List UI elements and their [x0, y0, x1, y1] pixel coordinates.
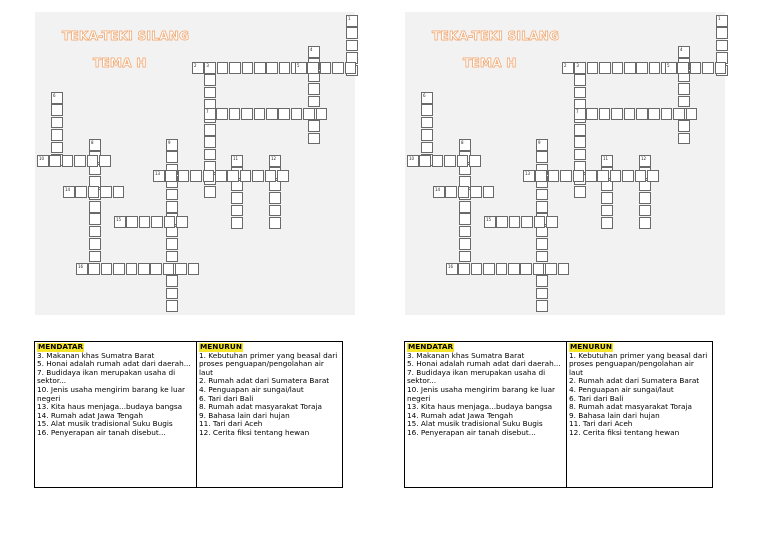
grid-cell[interactable] — [560, 170, 572, 182]
clue-number: 13 — [525, 171, 531, 176]
grid-cell[interactable] — [445, 186, 457, 198]
clue-number: 15 — [116, 217, 122, 222]
grid-cell[interactable] — [269, 192, 281, 204]
grid-cell[interactable] — [231, 205, 243, 217]
clue-number: 2 — [194, 63, 197, 68]
grid-cell[interactable] — [536, 288, 548, 300]
grid-cell[interactable] — [345, 62, 357, 74]
grid-cell[interactable] — [62, 155, 74, 167]
grid-cell[interactable] — [153, 170, 165, 182]
grid-cell[interactable] — [716, 40, 728, 52]
grid-cell[interactable] — [164, 216, 176, 228]
grid-cell[interactable] — [611, 108, 623, 120]
grid-cell[interactable] — [204, 124, 216, 136]
grid-cell[interactable] — [661, 108, 673, 120]
grid-cell[interactable] — [678, 133, 690, 145]
grid-cell[interactable] — [51, 117, 63, 129]
clue-item: 2. Rumah adat dari Sumatera Barat — [569, 376, 700, 386]
clue-item: 13. Kita haus menjaga...budaya bangsa — [407, 402, 553, 412]
clue-number: 10 — [409, 156, 415, 161]
grid-cell[interactable] — [242, 62, 254, 74]
grid-cell[interactable] — [421, 129, 433, 141]
worksheet-title: TEKA-TEKI SILANG — [432, 29, 560, 43]
grid-cell[interactable] — [574, 136, 586, 148]
grid-cell[interactable] — [163, 263, 175, 275]
grid-cell[interactable] — [433, 186, 445, 198]
grid-cell[interactable] — [716, 15, 728, 27]
grid-cell[interactable] — [536, 238, 548, 250]
clue-item: 16. Penyerapan air tanah disebut... — [37, 427, 166, 437]
grid-cell[interactable] — [470, 186, 482, 198]
grid-cell[interactable] — [536, 151, 548, 163]
grid-cell[interactable] — [573, 170, 585, 182]
clue-number: 13 — [155, 171, 161, 176]
grid-cell[interactable] — [648, 108, 660, 120]
grid-cell[interactable] — [204, 87, 216, 99]
clue-item: 6. Tari dari Bali — [569, 393, 624, 403]
grid-cell[interactable] — [99, 155, 111, 167]
grid-cell[interactable] — [215, 170, 227, 182]
grid-cell[interactable] — [458, 263, 470, 275]
grid-cell[interactable] — [636, 62, 648, 74]
clue-number: 4 — [310, 47, 313, 52]
grid-cell[interactable] — [63, 186, 75, 198]
grid-cell[interactable] — [203, 170, 215, 182]
clue-number: 7 — [576, 109, 579, 114]
grid-cell[interactable] — [166, 251, 178, 263]
grid-cell[interactable] — [89, 139, 101, 151]
grid-cell[interactable] — [216, 108, 228, 120]
grid-cell[interactable] — [715, 62, 727, 74]
grid-cell[interactable] — [444, 155, 456, 167]
clue-item: 15. Alat musik tradisional Suku Bugis — [37, 419, 173, 429]
clue-number: 8 — [91, 140, 94, 145]
worksheet-title: TEKA-TEKI SILANG — [62, 29, 190, 43]
grid-cell[interactable] — [484, 216, 496, 228]
grid-cell[interactable] — [192, 62, 204, 74]
grid-cell[interactable] — [574, 74, 586, 86]
grid-cell[interactable] — [190, 170, 202, 182]
clue-number: 2 — [564, 63, 567, 68]
clue-item: 8. Rumah adat masyarakat Toraja — [569, 402, 692, 412]
clue-item: 5. Honai adalah rumah adat dari daerah... — [37, 359, 191, 369]
grid-cell[interactable] — [601, 205, 613, 217]
grid-cell[interactable] — [520, 263, 532, 275]
clue-item: 9. Bahasa lain dari hujan — [199, 410, 290, 420]
grid-cell[interactable] — [75, 186, 87, 198]
grid-cell[interactable] — [678, 120, 690, 132]
clue-item: 13. Kita haus menjaga...budaya bangsa — [37, 402, 183, 412]
grid-cell[interactable] — [126, 263, 138, 275]
grid-cell[interactable] — [278, 108, 290, 120]
grid-cell[interactable] — [217, 62, 229, 74]
grid-cell[interactable] — [74, 155, 86, 167]
grid-cell[interactable] — [165, 170, 177, 182]
grid-cell[interactable] — [51, 142, 63, 154]
grid-cell[interactable] — [265, 170, 277, 182]
grid-cell[interactable] — [88, 263, 100, 275]
clue-number: 16 — [448, 264, 454, 269]
clue-number: 14 — [435, 187, 441, 192]
clue-number: 10 — [39, 156, 45, 161]
grid-cell[interactable] — [601, 155, 613, 167]
grid-cell[interactable] — [291, 108, 303, 120]
grid-cell[interactable] — [204, 186, 216, 198]
grid-cell[interactable] — [677, 62, 689, 74]
grid-cell[interactable] — [612, 62, 624, 74]
grid-cell[interactable] — [346, 15, 358, 27]
grid-cell[interactable] — [419, 155, 431, 167]
grid-cell[interactable] — [521, 216, 533, 228]
grid-cell[interactable] — [407, 155, 419, 167]
clues-across — [405, 342, 567, 487]
grid-cell[interactable] — [308, 133, 320, 145]
clue-item: 11. Tari dari Aceh — [199, 419, 263, 429]
clue-item: 11. Tari dari Aceh — [569, 419, 633, 429]
grid-cell[interactable] — [421, 104, 433, 116]
down-heading: MENURUN — [570, 342, 612, 351]
clues-across — [35, 342, 197, 487]
grid-cell[interactable] — [166, 189, 178, 201]
clue-number: 3 — [576, 63, 579, 68]
grid-cell[interactable] — [178, 170, 190, 182]
grid-cell[interactable] — [114, 216, 126, 228]
grid-cell[interactable] — [665, 62, 677, 74]
grid-cell[interactable] — [254, 62, 266, 74]
grid-cell[interactable] — [51, 92, 63, 104]
grid-cell[interactable] — [421, 142, 433, 154]
grid-cell[interactable] — [231, 217, 243, 229]
grid-cell[interactable] — [252, 170, 264, 182]
grid-cell[interactable] — [459, 139, 471, 151]
grid-cell[interactable] — [76, 263, 88, 275]
grid-cell[interactable] — [548, 170, 560, 182]
grid-cell[interactable] — [269, 217, 281, 229]
grid-cell[interactable] — [188, 263, 200, 275]
grid-cell[interactable] — [49, 155, 61, 167]
grid-cell[interactable] — [204, 108, 216, 120]
clue-number: 12 — [271, 156, 277, 161]
across-heading: MENDATAR — [38, 342, 84, 351]
grid-cell[interactable] — [678, 83, 690, 95]
clue-item: 14. Rumah adat Jawa Tengah — [37, 410, 144, 420]
grid-cell[interactable] — [622, 170, 634, 182]
grid-cell[interactable] — [89, 251, 101, 263]
grid-cell[interactable] — [51, 104, 63, 116]
clue-number: 6 — [53, 93, 56, 98]
grid-cell[interactable] — [536, 275, 548, 287]
grid-cell[interactable] — [523, 170, 535, 182]
clue-number: 1 — [348, 16, 351, 21]
grid-cell[interactable] — [204, 149, 216, 161]
grid-cell[interactable] — [138, 263, 150, 275]
grid-cell[interactable] — [421, 92, 433, 104]
clue-number: 14 — [65, 187, 71, 192]
grid-cell[interactable] — [320, 62, 332, 74]
grid-cell[interactable] — [471, 263, 483, 275]
grid-cell[interactable] — [599, 108, 611, 120]
grid-cell[interactable] — [678, 96, 690, 108]
grid-cell[interactable] — [586, 108, 598, 120]
grid-cell[interactable] — [533, 263, 545, 275]
grid-cell[interactable] — [88, 186, 100, 198]
clue-number: 8 — [461, 140, 464, 145]
grid-cell[interactable] — [716, 27, 728, 39]
grid-cell[interactable] — [574, 62, 586, 74]
grid-cell[interactable] — [308, 96, 320, 108]
grid-cell[interactable] — [636, 108, 648, 120]
grid-cell[interactable] — [574, 186, 586, 198]
grid-cell[interactable] — [536, 251, 548, 263]
grid-cell[interactable] — [113, 263, 125, 275]
grid-cell[interactable] — [254, 108, 266, 120]
grid-cell[interactable] — [678, 46, 690, 58]
clue-item: 5. Honai adalah rumah adat dari daerah... — [407, 359, 561, 369]
clue-number: 3 — [206, 63, 209, 68]
grid-cell[interactable] — [332, 62, 344, 74]
grid-cell[interactable] — [536, 201, 548, 213]
grid-cell[interactable] — [113, 186, 125, 198]
grid-cell[interactable] — [421, 117, 433, 129]
grid-cell[interactable] — [686, 108, 698, 120]
grid-cell[interactable] — [316, 108, 328, 120]
grid-cell[interactable] — [89, 238, 101, 250]
grid-cell[interactable] — [166, 275, 178, 287]
clue-item: 1. Kebutuhan primer yang beasal dari proses penguapan/pengolahan air laut — [199, 350, 338, 377]
grid-cell[interactable] — [635, 170, 647, 182]
clue-item: 1. Kebutuhan primer yang beasal dari proses penguapan/pengolahan air laut — [569, 350, 708, 377]
grid-cell[interactable] — [166, 139, 178, 151]
grid-cell[interactable] — [175, 263, 187, 275]
clue-item: 8. Rumah adat masyarakat Toraja — [199, 402, 322, 412]
grid-cell[interactable] — [308, 46, 320, 58]
clue-box — [34, 341, 343, 488]
grid-cell[interactable] — [269, 155, 281, 167]
grid-cell[interactable] — [536, 189, 548, 201]
clue-item: 9. Bahasa lain dari hujan — [569, 410, 660, 420]
grid-cell[interactable] — [166, 288, 178, 300]
grid-cell[interactable] — [266, 62, 278, 74]
grid-cell[interactable] — [639, 192, 651, 204]
grid-cell[interactable] — [204, 74, 216, 86]
grid-cell[interactable] — [649, 62, 661, 74]
grid-cell[interactable] — [307, 62, 319, 74]
clue-number: 1 — [718, 16, 721, 21]
clue-item: 3. Makanan khas Sumatra Barat — [407, 350, 525, 360]
grid-cell[interactable] — [624, 108, 636, 120]
clue-number: 9 — [168, 140, 171, 145]
grid-cell[interactable] — [89, 213, 101, 225]
grid-cell[interactable] — [545, 263, 557, 275]
clue-item: 10. Jenis usaha mengirim barang ke luar negeri — [407, 384, 556, 403]
clue-number: 9 — [538, 140, 541, 145]
grid-cell[interactable] — [574, 87, 586, 99]
worksheet-right — [370, 0, 754, 543]
grid-cell[interactable] — [166, 300, 178, 312]
grid-cell[interactable] — [139, 216, 151, 228]
worksheet-subtitle: TEMA H — [463, 56, 517, 70]
grid-cell[interactable] — [597, 170, 609, 182]
clues-down — [197, 342, 342, 487]
worksheet-subtitle: TEMA H — [93, 56, 147, 70]
grid-cell[interactable] — [610, 170, 622, 182]
grid-cell[interactable] — [240, 170, 252, 182]
grid-cell[interactable] — [308, 120, 320, 132]
grid-cell[interactable] — [231, 155, 243, 167]
grid-cell[interactable] — [295, 62, 307, 74]
clue-item: 3. Makanan khas Sumatra Barat — [37, 350, 155, 360]
clue-number: 5 — [297, 63, 300, 68]
grid-cell[interactable] — [204, 62, 216, 74]
clue-box — [404, 341, 713, 488]
down-heading: MENURUN — [200, 342, 242, 351]
clue-item: 15. Alat musik tradisional Suku Bugis — [407, 419, 543, 429]
grid-cell[interactable] — [574, 108, 586, 120]
clue-item: 14. Rumah adat Jawa Tengah — [407, 410, 514, 420]
clue-item: 6. Tari dari Bali — [199, 393, 254, 403]
grid-cell[interactable] — [459, 226, 471, 238]
grid-cell[interactable] — [51, 129, 63, 141]
grid-cell[interactable] — [231, 192, 243, 204]
grid-cell[interactable] — [496, 216, 508, 228]
grid-cell[interactable] — [126, 216, 138, 228]
clue-item: 12. Cerita fiksi tentang hewan — [569, 427, 680, 437]
clue-number: 15 — [486, 217, 492, 222]
grid-cell[interactable] — [166, 238, 178, 250]
grid-cell[interactable] — [587, 62, 599, 74]
grid-cell[interactable] — [483, 263, 495, 275]
grid-cell[interactable] — [229, 108, 241, 120]
grid-cell[interactable] — [87, 155, 99, 167]
grid-cell[interactable] — [509, 216, 521, 228]
grid-cell[interactable] — [446, 263, 458, 275]
grid-cell[interactable] — [166, 201, 178, 213]
grid-cell[interactable] — [241, 108, 253, 120]
grid-cell[interactable] — [100, 186, 112, 198]
grid-cell[interactable] — [574, 149, 586, 161]
clue-item: 2. Rumah adat dari Sumatera Barat — [199, 376, 330, 386]
grid-cell[interactable] — [279, 62, 291, 74]
grid-cell[interactable] — [457, 155, 469, 167]
grid-cell[interactable] — [496, 263, 508, 275]
grid-cell[interactable] — [89, 201, 101, 213]
grid-cell[interactable] — [690, 62, 702, 74]
clue-number: 11 — [233, 156, 239, 161]
grid-cell[interactable] — [89, 226, 101, 238]
clue-item: 4. Penguapan air sungai/laut — [569, 384, 674, 394]
clue-item: 10. Jenis usaha mengirim barang ke luar negeri — [37, 384, 186, 403]
clue-item: 4. Penguapan air sungai/laut — [199, 384, 304, 394]
grid-cell[interactable] — [432, 155, 444, 167]
grid-cell[interactable] — [534, 216, 546, 228]
grid-cell[interactable] — [536, 300, 548, 312]
grid-cell[interactable] — [673, 108, 685, 120]
grid-cell[interactable] — [483, 186, 495, 198]
grid-cell[interactable] — [176, 216, 188, 228]
clue-item: 7. Budidaya ikan merupakan usaha di sektor... — [37, 367, 176, 386]
clue-number: 16 — [78, 264, 84, 269]
grid-cell[interactable] — [346, 27, 358, 39]
grid-cell[interactable] — [469, 155, 481, 167]
grid-cell[interactable] — [508, 263, 520, 275]
grid-cell[interactable] — [647, 170, 659, 182]
grid-cell[interactable] — [536, 139, 548, 151]
clue-item: 12. Cerita fiksi tentang hewan — [199, 427, 310, 437]
grid-cell[interactable] — [37, 155, 49, 167]
clue-number: 6 — [423, 93, 426, 98]
grid-cell[interactable] — [546, 216, 558, 228]
grid-cell[interactable] — [266, 108, 278, 120]
grid-cell[interactable] — [639, 205, 651, 217]
grid-cell[interactable] — [562, 62, 574, 74]
grid-cell[interactable] — [702, 62, 714, 74]
grid-cell[interactable] — [459, 251, 471, 263]
grid-cell[interactable] — [599, 62, 611, 74]
grid-cell[interactable] — [459, 201, 471, 213]
grid-cell[interactable] — [229, 62, 241, 74]
grid-cell[interactable] — [227, 170, 239, 182]
grid-cell[interactable] — [624, 62, 636, 74]
across-heading: MENDATAR — [408, 342, 454, 351]
grid-cell[interactable] — [101, 263, 113, 275]
grid-cell[interactable] — [151, 216, 163, 228]
clue-item: 16. Penyerapan air tanah disebut... — [407, 427, 536, 437]
grid-cell[interactable] — [585, 170, 597, 182]
grid-cell[interactable] — [150, 263, 162, 275]
grid-cell[interactable] — [574, 124, 586, 136]
grid-cell[interactable] — [558, 263, 570, 275]
clue-number: 12 — [641, 156, 647, 161]
clue-number: 4 — [680, 47, 683, 52]
clue-number: 5 — [667, 63, 670, 68]
grid-cell[interactable] — [308, 83, 320, 95]
grid-cell[interactable] — [166, 151, 178, 163]
grid-cell[interactable] — [601, 217, 613, 229]
grid-cell[interactable] — [639, 155, 651, 167]
grid-cell[interactable] — [303, 108, 315, 120]
grid-cell[interactable] — [277, 170, 289, 182]
grid-cell[interactable] — [459, 213, 471, 225]
clue-item: 7. Budidaya ikan merupakan usaha di sektor... — [407, 367, 546, 386]
grid-cell[interactable] — [458, 186, 470, 198]
grid-cell[interactable] — [346, 40, 358, 52]
clue-number: 11 — [603, 156, 609, 161]
grid-cell[interactable] — [601, 192, 613, 204]
clues-down — [567, 342, 712, 487]
grid-cell[interactable] — [269, 205, 281, 217]
grid-cell[interactable] — [639, 217, 651, 229]
grid-cell[interactable] — [535, 170, 547, 182]
grid-cell[interactable] — [459, 238, 471, 250]
grid-cell[interactable] — [204, 136, 216, 148]
clue-number: 7 — [206, 109, 209, 114]
